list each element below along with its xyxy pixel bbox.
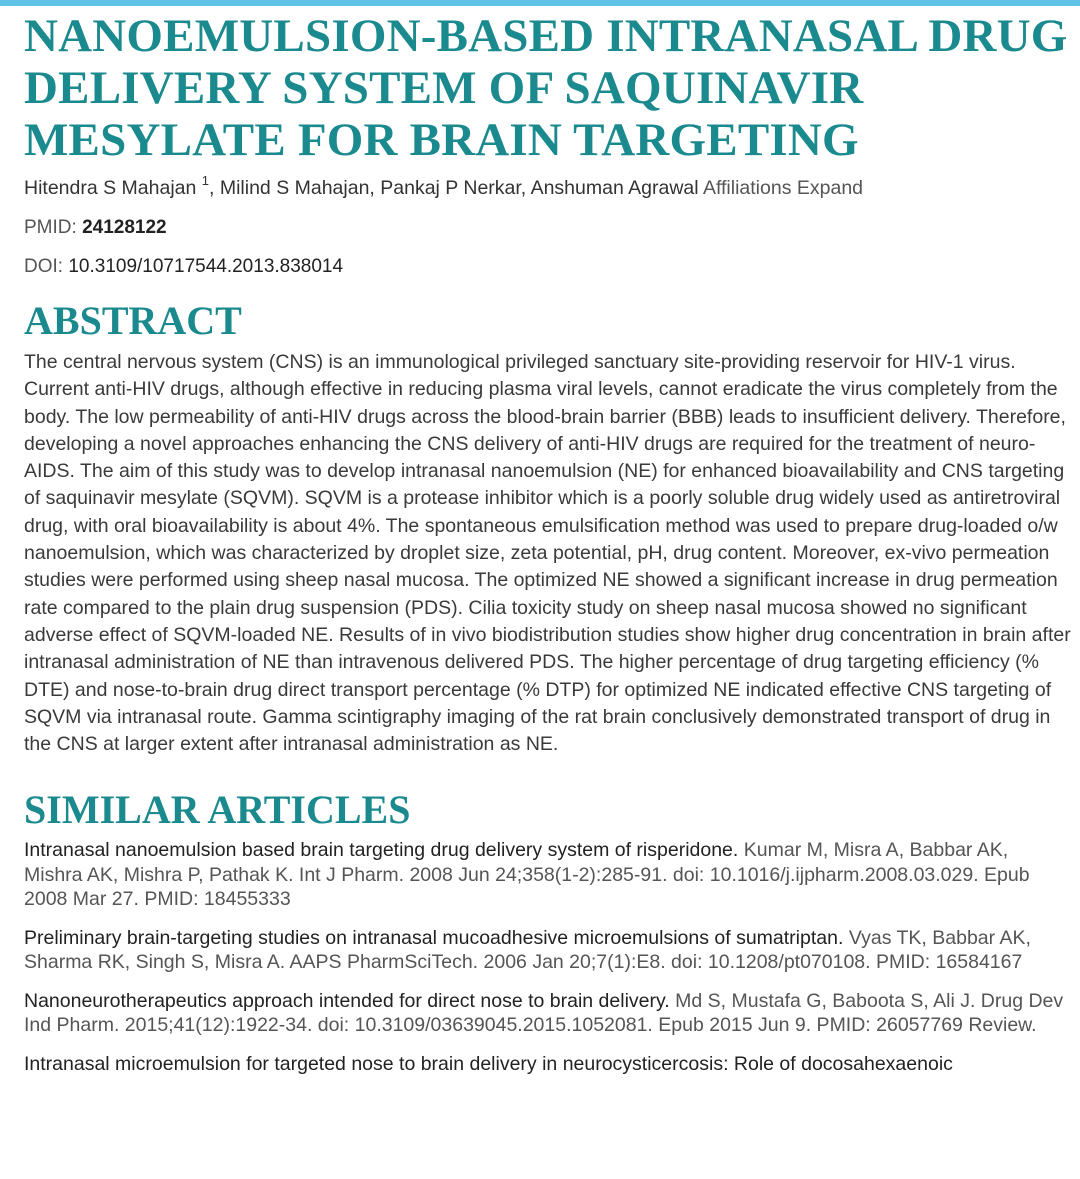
doi-label: DOI: [24, 256, 64, 277]
doi-link[interactable]: 10.3109/10717544.2013.838014 [68, 256, 344, 277]
author-list [24, 172, 1070, 201]
abstract-heading: ABSTRACT [24, 298, 242, 343]
similar-article-item [24, 926, 1064, 975]
similar-article-citation: Vyas TK, Babbar AK, Sharma RK, Singh S, Misra A. AAPS PharmSciTech. 2006 Jan 20;7(1):E8. doi: 10.1208/pt070108. PMID: 16584167 [24, 926, 1031, 974]
similar-article-item [24, 838, 1064, 912]
pmid-value: 24128122 [82, 217, 167, 238]
similar-article-item [24, 989, 1064, 1038]
pmid-label: PMID: [24, 217, 77, 238]
similar-article-partial-title-link[interactable]: Intranasal microemulsion for targeted nose to brain delivery in neurocysticercosis: Role of docosahexaenoic [24, 1052, 953, 1075]
doi-line [24, 255, 1070, 279]
article-page [24, 6, 1070, 1076]
similar-article-citation: Kumar M, Misra A, Babbar AK, Mishra AK, Mishra P, Pathak K. Int J Pharm. 2008 Jun 24;358(1-2):285-91. doi: 10.1016/j.ijpharm.2008.03.029. Epub 2008 Mar 27. PMID: 18455333 [24, 839, 1030, 911]
author-first[interactable]: Hitendra S Mahajan [24, 177, 197, 199]
author-affiliation-ref[interactable]: 1 [201, 172, 210, 188]
affiliations-expand-link[interactable]: Affiliations Expand [702, 177, 864, 199]
pmid-line [24, 216, 1070, 240]
similar-article-citation: Md S, Mustafa G, Baboota S, Ali J. Drug Dev Ind Pharm. 2015;41(12):1922-34. doi: 10.3109/03639045.2015.1052081. Epub 2015 Jun 9. PMID: 26057769 Review. [24, 989, 1064, 1037]
similar-article-title-link[interactable]: Preliminary brain-targeting studies on intranasal mucoadhesive microemulsions of sumatriptan. [24, 926, 844, 949]
similar-articles-list [24, 838, 1070, 1076]
similar-article-title-link[interactable]: Intranasal nanoemulsion based brain targeting drug delivery system of risperidone. [24, 839, 739, 862]
similar-articles-heading: SIMILAR ARTICLES [24, 787, 411, 833]
author-rest[interactable]: , Milind S Mahajan, Pankaj P Nerkar, Anshuman Agrawal [209, 177, 699, 199]
article-title: NANOEMULSION-BASED INTRANASAL DRUG DELIVERY SYSTEM OF SAQUINAVIR MESYLATE FOR BRAIN TARGETING [24, 10, 1068, 166]
similar-article-title-link[interactable]: Nanoneurotherapeutics approach intended for direct nose to brain delivery. [24, 989, 670, 1012]
abstract-text: The central nervous system (CNS) is an immunological privileged sanctuary site-providing reservoir for HIV-1 virus. Current anti-HIV drugs, although effective in reducing plasma viral levels, cannot eradicate the virus completely from the body. The low permeability of anti-HIV drugs across the blood-brain barrier (BBB) leads to insufficient delivery. Therefore, developing a novel approaches enhancing the CNS delivery of anti-HIV drugs are required for the treatment of neuro-AIDS. The aim of this study was to develop intranasal nanoemulsion (NE) for enhanced bioavailability and CNS targeting of saquinavir mesylate (SQVM). SQVM is a protease inhibitor which is a poorly soluble drug widely used as antiretroviral drug, with oral bioavailability is about 4%. The spontaneous emulsification method was used to prepare drug-loaded o/w nanoemulsion, which was characterized by droplet size, zeta potential, pH, drug content. Moreover, ex-vivo permeation studies were performed using sheep nasal mucosa. The optimized NE showed a significant increase in drug permeation rate compared to the plain drug suspension (PDS). Cilia toxicity study on sheep nasal mucosa showed no significant adverse effect of SQVM-loaded NE. Results of in vivo biodistribution studies show higher drug concentration in brain after intranasal administration of NE than intravenous delivered PDS. The higher percentage of drug targeting efficiency (% DTE) and nose-to-brain drug direct transport percentage (% DTP) for optimized NE indicated effective CNS targeting of SQVM via intranasal route. Gamma scintigraphy imaging of the rat brain conclusively demonstrated transport of drug in the CNS at larger extent after intranasal administration as NE. [24, 351, 1071, 756]
